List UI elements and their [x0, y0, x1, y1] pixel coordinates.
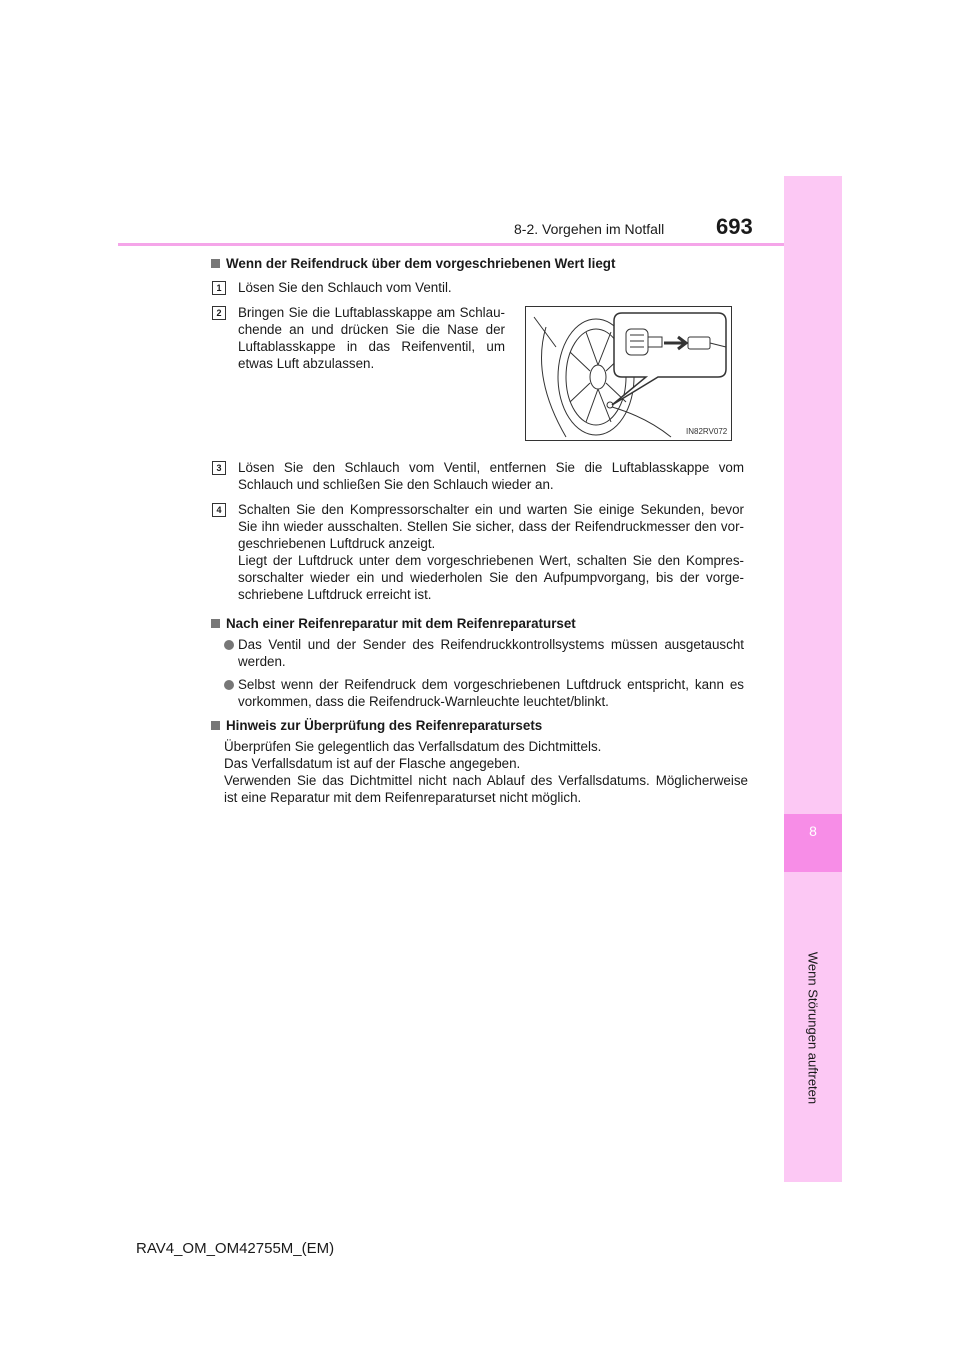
text-line: Luftablasskappe in das Reifenventil, um — [238, 339, 505, 354]
text-line: Das Ventil und der Sender des Reifendruckkontrollsystems müssen ausgetauscht — [238, 637, 744, 652]
bullet-icon — [224, 680, 234, 690]
text-line: Bringen Sie die Luftablasskappe am Schlau- — [238, 305, 505, 320]
section-3-body — [224, 738, 748, 806]
document-id: RAV4_OM_OM42755M_(EM) — [136, 1240, 335, 1257]
step-number-badge: 3 — [212, 461, 226, 475]
text-line: sorschalter wieder ein und wiederholen Sie den Aufpumpvorgang, bis der vorge- — [238, 570, 744, 585]
section-heading-2 — [211, 615, 576, 632]
text-line: Das Verfallsdatum ist auf der Flasche angegeben. — [224, 756, 521, 771]
heading-text: Nach einer Reifenreparatur mit dem Reifenreparaturset — [226, 616, 576, 631]
section-heading-1 — [211, 255, 615, 272]
section-title: 8-2. Vorgehen im Notfall — [514, 221, 665, 237]
text-line: Liegt der Luftdruck unter dem vorgeschriebenen Wert, schalten Sie den Kompres- — [238, 553, 744, 568]
square-bullet-icon — [211, 259, 220, 268]
wheel-valve-drawing — [526, 307, 731, 440]
heading-text: Wenn der Reifendruck über dem vorgeschriebenen Wert liegt — [226, 256, 616, 271]
step-number-badge: 4 — [212, 503, 226, 517]
step-1-text — [238, 279, 508, 296]
text-line: geschriebenen Luftdruck anzeigt. — [238, 536, 436, 551]
page-number: 693 — [716, 214, 753, 239]
text-line: schriebene Luftdruck erreicht ist. — [238, 587, 432, 602]
illustration-code: IN82RV072 — [686, 427, 728, 436]
square-bullet-icon — [211, 619, 220, 628]
text-line: ist eine Reparatur mit dem Reifenreparaturset nicht möglich. — [224, 790, 582, 805]
text-line: werden. — [238, 654, 286, 669]
header-rule — [118, 243, 784, 246]
text-line: vorkommen, dass die Reifendruck-Warnleuchte leuchtet/blinkt. — [238, 694, 609, 709]
chapter-number: 8 — [809, 823, 817, 839]
chapter-label: Wenn Störungen auftreten — [805, 951, 821, 1105]
bullet-text-2 — [238, 676, 744, 710]
step-4-text — [238, 501, 744, 603]
bullet-icon — [224, 640, 234, 650]
step-2-text — [238, 304, 505, 372]
text-line: Überprüfen Sie gelegentlich das Verfallsdatum des Dichtmittels. — [224, 739, 602, 754]
bullet-text-1 — [238, 636, 744, 670]
text-line: Selbst wenn der Reifendruck dem vorgeschriebenen Luftdruck entspricht, kann es — [238, 677, 744, 692]
text-line: etwas Luft abzulassen. — [238, 356, 375, 371]
square-bullet-icon — [211, 721, 220, 730]
heading-text: Hinweis zur Überprüfung des Reifenreparatursets — [226, 718, 543, 733]
section-heading-3 — [211, 717, 542, 734]
text-line: Schlauch und schließen Sie den Schlauch wieder an. — [238, 477, 554, 492]
text-line: Schalten Sie den Kompressorschalter ein und warten Sie einige Sekunden, bevor — [238, 502, 744, 517]
step-number-badge: 2 — [212, 306, 226, 320]
step-3-text — [238, 459, 744, 493]
text-line: Sie ihn wieder ausschalten. Stellen Sie sicher, dass der Reifendruckmesser den vor- — [238, 519, 744, 534]
text-line: Lösen Sie den Schlauch vom Ventil. — [238, 280, 452, 295]
text-line: Verwenden Sie das Dichtmittel nicht nach Ablauf des Verfallsdatums. Möglicherweise — [224, 773, 748, 788]
text-line: Lösen Sie den Schlauch vom Ventil, entfernen Sie die Luftablasskappe vom — [238, 460, 744, 475]
step-number-badge: 1 — [212, 281, 226, 295]
tire-valve-illustration — [525, 306, 732, 441]
text-line: chende an und drücken Sie die Nase der — [238, 322, 505, 337]
